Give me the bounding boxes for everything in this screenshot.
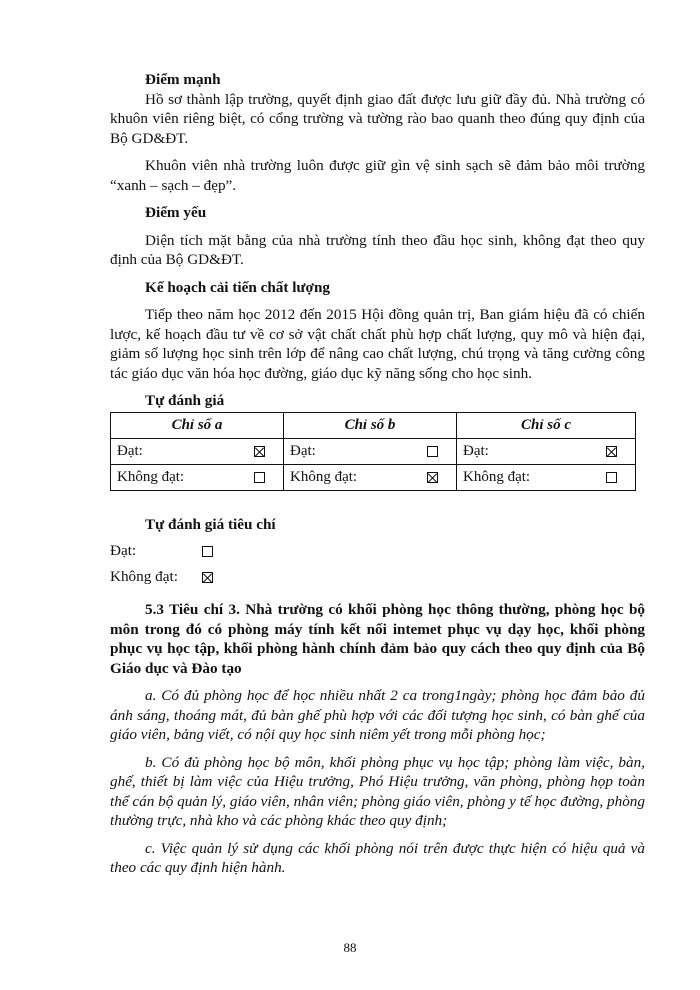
criterion-pass-label: Đạt: <box>110 542 137 559</box>
weaknesses-heading: Điểm yếu <box>145 204 207 221</box>
page-content <box>110 70 645 878</box>
page-number: 88 <box>343 940 357 955</box>
index-a-fail-checkbox[interactable] <box>254 472 265 483</box>
criterion3-title: 5.3 Tiêu chí 3. Nhà trường có khối phòng học thông thường, phòng học bộ môn trong đó có phòng máy tính kết nối intemet phục vụ dạy học, khối phòng phục vụ học tập, khối phòng hành chính đảm bảo quy cách theo quy định của Bộ Giáo dục và Đào tạo <box>110 601 645 677</box>
self-eval-fail-row <box>111 464 636 490</box>
self-eval-pass-row <box>111 438 636 464</box>
criterion-eval-pass-row <box>110 538 645 564</box>
index-a-pass-cell <box>111 438 284 464</box>
index-c-fail-cell <box>457 464 636 490</box>
index-c-pass-cell <box>457 438 636 464</box>
header-index-a: Chỉ số a <box>111 412 284 438</box>
criterion-fail-label: Không đạt: <box>110 568 178 585</box>
self-eval-heading: Tự đánh giá <box>145 392 225 409</box>
index-b-pass-label: Đạt: <box>290 442 316 459</box>
criterion-eval-fail-row <box>110 564 645 590</box>
index-b-fail-label: Không đạt: <box>290 468 358 485</box>
criterion-fail-checkbox[interactable] <box>202 572 213 583</box>
criterion-eval-heading: Tự đánh giá tiêu chí <box>145 515 276 533</box>
weaknesses-paragraph: Diện tích mặt bằng của nhà trường tính theo đầu học sinh, không đạt theo quy định của Bộ GD&ĐT. <box>110 231 645 268</box>
index-a-fail-label: Không đạt: <box>117 468 185 485</box>
criterion3-item-c: c. Việc quản lý sử dụng các khối phòng nói trên được thực hiện có hiệu quả và theo các quy định hiện hành. <box>110 839 645 876</box>
index-c-pass-label: Đạt: <box>463 442 489 459</box>
index-a-pass-checkbox[interactable] <box>254 446 265 457</box>
index-b-pass-cell <box>284 438 457 464</box>
strengths-paragraph-2: Khuôn viên nhà trường luôn được giữ gìn vệ sinh sạch sẽ đảm bảo môi trường “xanh – sạch – đẹp”. <box>110 157 645 194</box>
improvement-heading: Kế hoạch cải tiến chất lượng <box>145 278 331 296</box>
strengths-paragraph-1: Hồ sơ thành lập trường, quyết định giao đất được lưu giữ đầy đủ. Nhà trường có khuôn viên riêng biệt, có cổng trường và tường rào bao quanh theo đúng quy định của Bộ GD&ĐT. <box>110 90 645 147</box>
index-c-fail-label: Không đạt: <box>463 468 531 485</box>
index-a-pass-label: Đạt: <box>117 442 143 459</box>
header-index-b: Chỉ số b <box>284 412 457 438</box>
self-eval-table <box>110 412 636 491</box>
index-b-fail-cell <box>284 464 457 490</box>
index-b-pass-checkbox[interactable] <box>427 446 438 457</box>
index-b-fail-checkbox[interactable] <box>427 472 438 483</box>
strengths-heading: Điểm mạnh <box>145 71 221 88</box>
improvement-paragraph: Tiếp theo năm học 2012 đến 2015 Hội đồng quản trị, Ban giám hiệu đã có chiến lược, kế hoạch đầu tư về cơ sở vật chất chất phù hợp chất lượng, quy mô và hiện đại, giảm số lượng học sinh trên lớp để nâng cao chất lượng, chú trọng và tăng cường công tác giáo dục văn hóa học đường, giáo dục kỹ năng sống cho học sinh. <box>110 306 645 382</box>
header-index-c: Chỉ số c <box>457 412 636 438</box>
self-eval-header-row <box>111 412 636 438</box>
index-c-pass-checkbox[interactable] <box>606 446 617 457</box>
criterion3-item-a: a. Có đủ phòng học để học nhiều nhất 2 ca trong1ngày; phòng học đảm bảo đủ ánh sáng, thoáng mát, đủ bàn ghế phù hợp với các đối tượng học sinh, có bàn ghế của giáo viên, bảng viết, có nội quy học sinh niêm yết trong mỗi phòng học; <box>110 687 645 743</box>
index-a-fail-cell <box>111 464 284 490</box>
criterion-pass-checkbox[interactable] <box>202 546 213 557</box>
criterion3-item-b: b. Có đủ phòng học bộ môn, khối phòng phục vụ học tập; phòng làm việc, bàn, ghế, thiết bị làm việc của Hiệu trưởng, Phó Hiệu trưởng, văn phòng, phòng họp toàn thể cán bộ quản lý, giáo viên, nhân viên; phòng giáo viên, phòng y tế học đường, phòng thường trực, nhà kho và các phòng khác theo quy định; <box>110 753 645 829</box>
index-c-fail-checkbox[interactable] <box>606 472 617 483</box>
